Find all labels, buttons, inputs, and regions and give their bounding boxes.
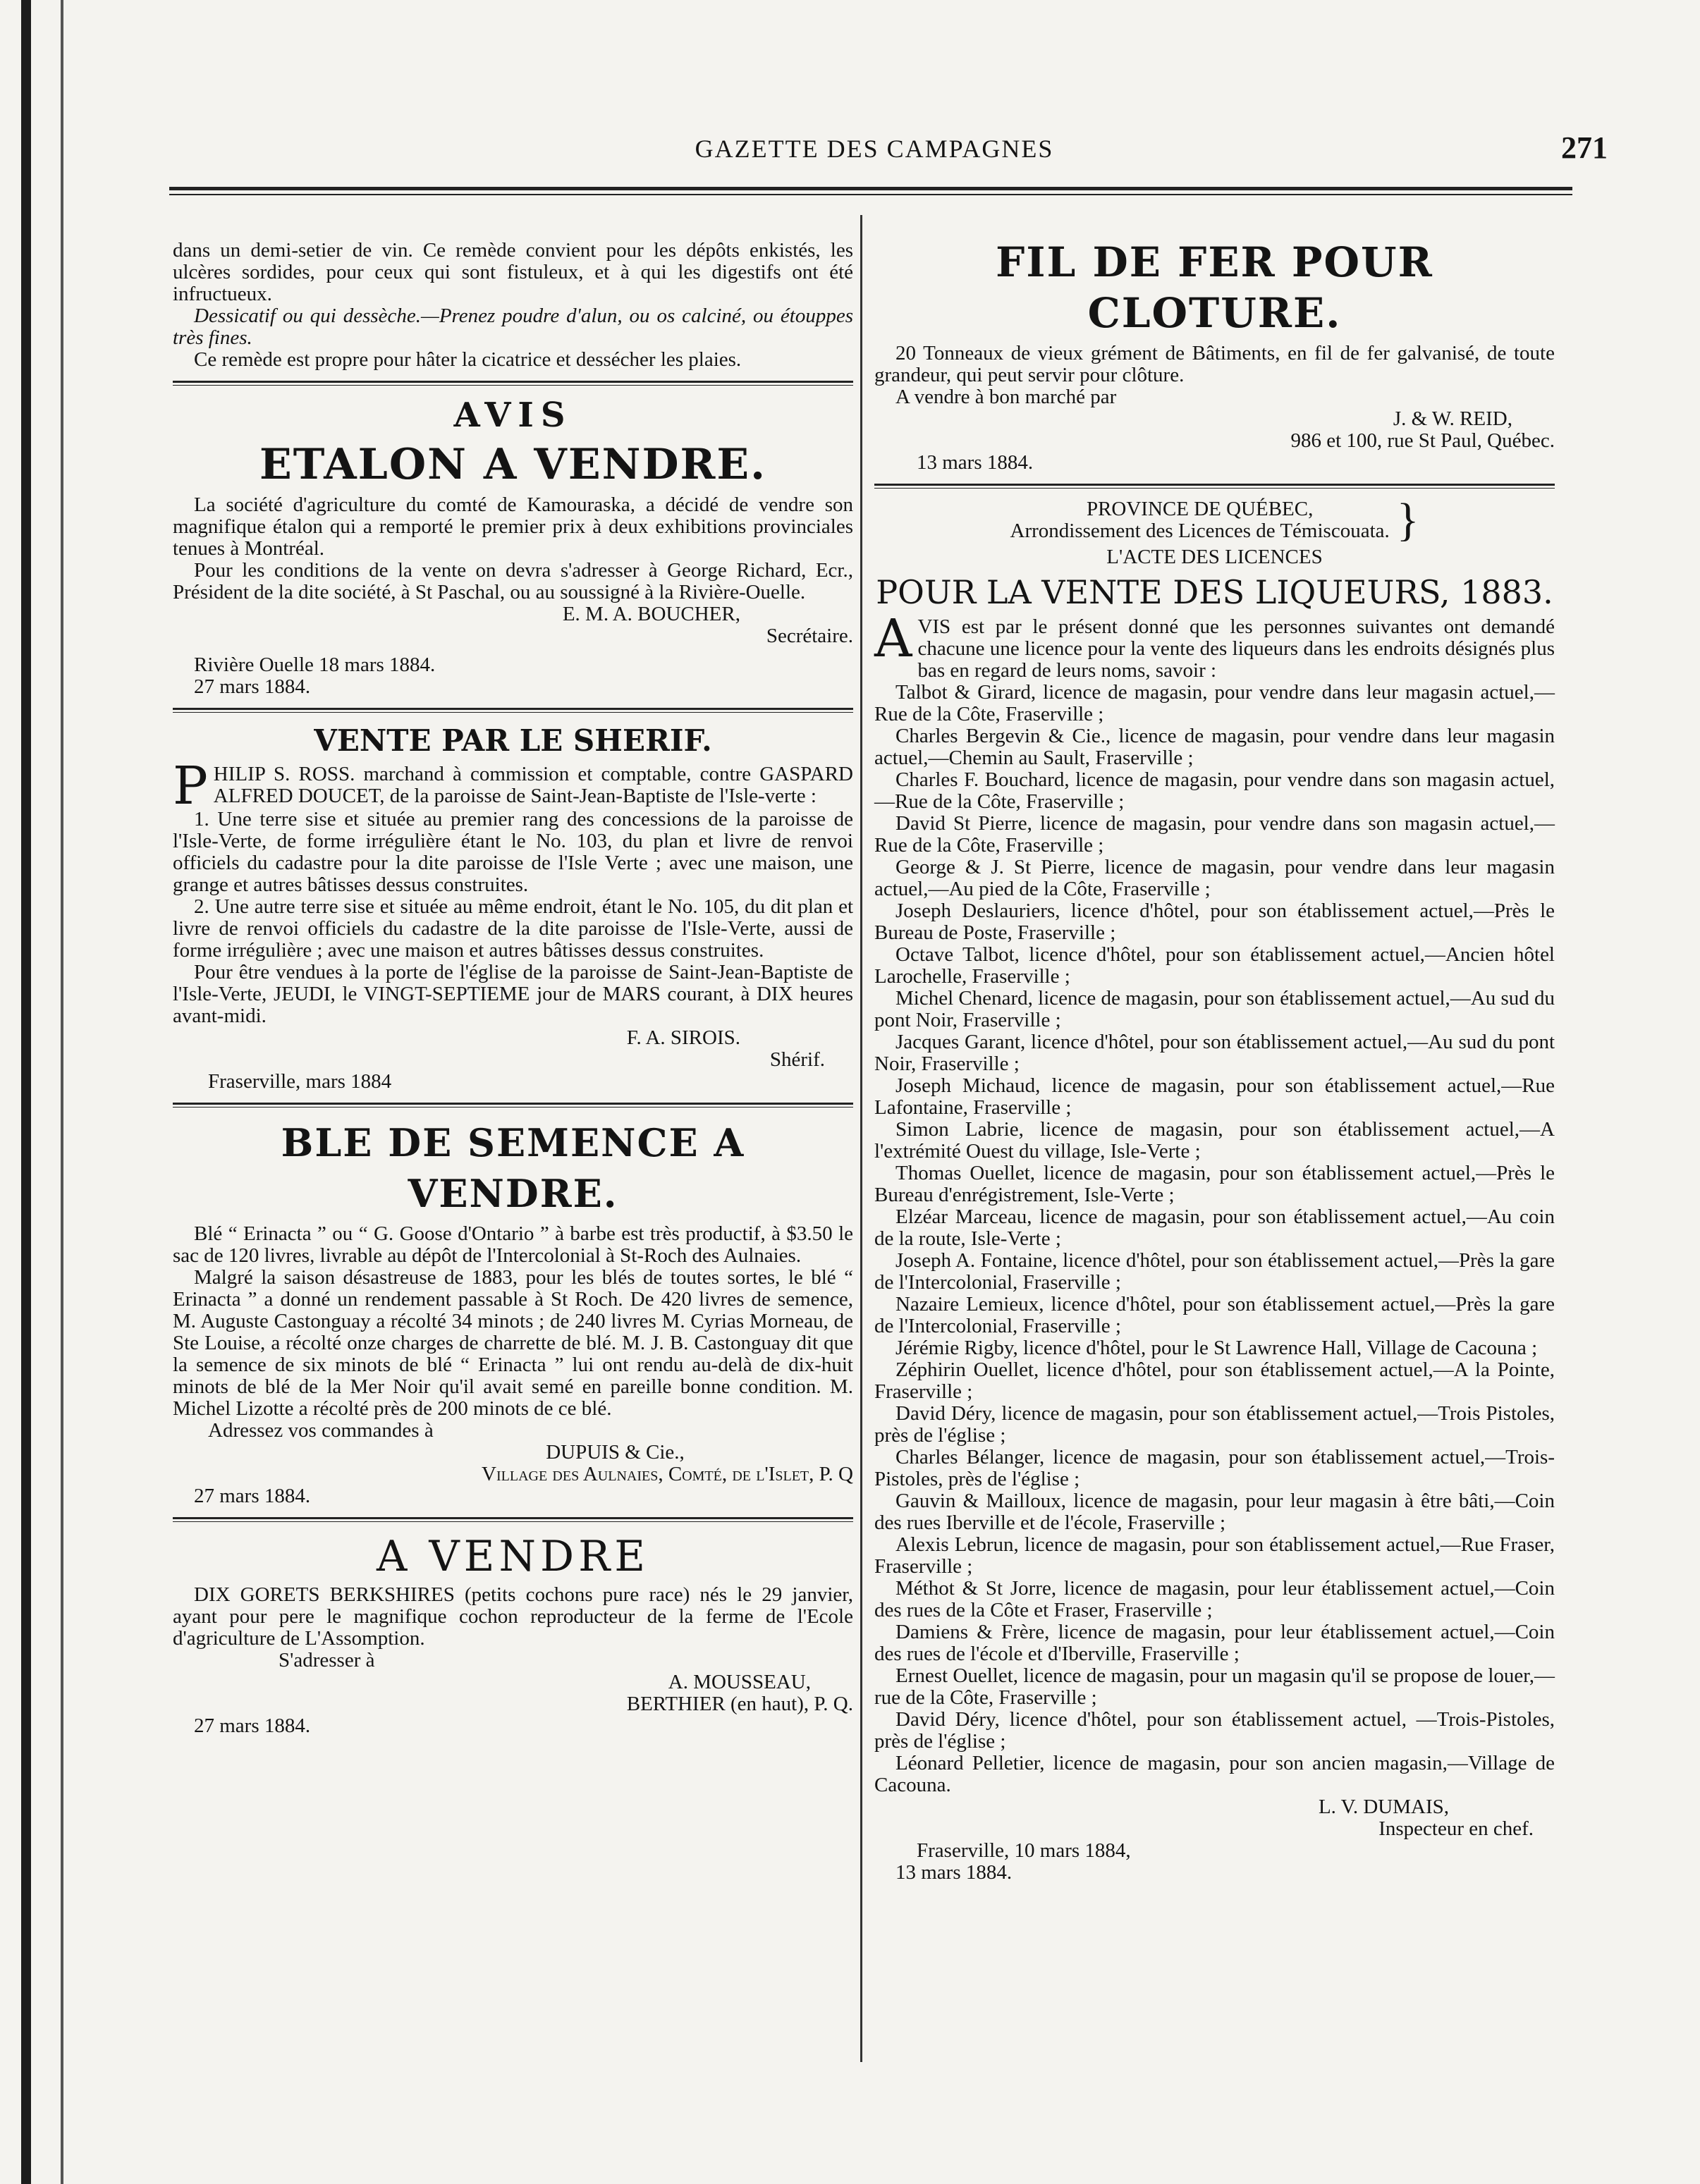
- sherif-item: 2. Une autre terre sise et située au même endroit, étant le No. 105, du dit plan et livre de renvoi officiels du cadastre de la dite paroisse de l'Isle-Verte, aussi de forme irrégulière ; avec une maison et autres bâtisses dessus construites.: [173, 895, 853, 962]
- fil-address: 986 et 100, rue St Paul, Québec.: [1290, 429, 1555, 452]
- binding-line: [61, 0, 63, 2184]
- licence-entry: Jérémie Rigby, licence d'hôtel, pour le St Lawrence Hall, Village de Cacouna ;: [895, 1337, 1538, 1359]
- licence-entry: Léonard Pelletier, licence de magasin, pour son ancien magasin,—Village de Cacouna.: [874, 1752, 1555, 1796]
- vendre-name: A. MOUSSEAU,: [668, 1671, 811, 1693]
- licence-entry: Charles Bélanger, licence de magasin, pour son établissement actuel,—Trois-Pistoles, près de l'église ;: [874, 1446, 1555, 1490]
- pub-date: 13 mars 1884.: [895, 1861, 1013, 1884]
- section-rule: [173, 1103, 853, 1108]
- licence-entry: Thomas Ouellet, licence de magasin, pour son établissement actuel,—Près le Bureau d'enrégistrement, Isle-Verte ;: [874, 1162, 1555, 1206]
- pub-date: 27 mars 1884.: [194, 1485, 311, 1507]
- running-header: [169, 130, 1608, 176]
- licence-entry: Elzéar Marceau, licence de magasin, pour son établissement actuel,—Au coin de la route, Isle-Verte ;: [874, 1206, 1555, 1250]
- section-rule: [173, 708, 853, 713]
- licence-entry: Joseph Michaud, licence de magasin, pour son établissement actuel,—Rue Lafontaine, Fraserville ;: [874, 1074, 1555, 1119]
- ble-address: Village des Aulnaies, Comté, de l'Islet, P. Q: [482, 1463, 853, 1485]
- licence-entry: David Déry, licence de magasin, pour son établissement actuel,—Trois Pistoles, près de l'église ;: [874, 1402, 1555, 1447]
- signature-name: F. A. SIROIS.: [626, 1026, 740, 1049]
- province-name: PROVINCE DE QUÉBEC,: [1086, 498, 1314, 520]
- gazette-title: GAZETTE DES CAMPAGNES: [695, 135, 1054, 163]
- vendre-body: DIX GORETS BERKSHIRES (petits cochons pure race) nés le 29 janvier, ayant pour pere le magnifique cochon reproducteur de la ferme de l'Ecole d'agriculture de L'Assomption.: [173, 1583, 853, 1650]
- licence-entry: Gauvin & Mailloux, licence de magasin, pour leur magasin à être bâti,—Coin des rues Iberville et de l'école, Fraserville ;: [874, 1490, 1555, 1534]
- district-name: Arrondissement des Licences de Témiscouata.: [1010, 520, 1390, 542]
- avis-kicker: AVIS: [453, 395, 573, 435]
- signature-title: Secrétaire.: [766, 625, 853, 647]
- licence-entry: Charles F. Bouchard, licence de magasin, pour vendre dans son magasin actuel,—Rue de la Côte, Fraserville ;: [874, 768, 1555, 813]
- fil-de-fer-section: [874, 237, 1555, 474]
- ble-body: Blé “ Erinacta ” ou “ G. Goose d'Ontario ” à barbe est très productif, à $3.50 le sac de 120 livres, livrable au dépôt de l'Intercolonial à St-Roch des Aulnaies.: [173, 1222, 853, 1267]
- pub-date: 13 mars 1884.: [917, 451, 1034, 474]
- licence-entry: Joseph A. Fontaine, licence d'hôtel, pour son établissement actuel,—Près la gare de l'Intercolonial, Fraserville ;: [874, 1249, 1555, 1294]
- vendre-title: A VENDRE: [376, 1532, 650, 1581]
- column-divider: [860, 215, 862, 2062]
- remedy-text: Dessicatif ou qui dessèche.—Prenez poudre d'alun, ou os calciné, ou étouppes très fines.: [173, 305, 853, 349]
- place-date: Rivière Ouelle 18 mars 1884.: [194, 654, 436, 676]
- section-rule: [173, 1517, 853, 1522]
- ble-body: Malgré la saison désastreuse de 1883, pour les blés de toutes sortes, le blé “ Erinacta ” a donné un rendement passable à St Roch. De 420 livres de semence, M. Auguste Castonguay a récolté 34 minots ; de 240 livres M. Cyrias Morneau, de Ste Louise, a récolté onze charges de charrette de blé. M. J. B. Castonguay dit que la semence de six minots de blé “ Erinacta ” lui ont rendu au-delà de dix-huit minots de blé de la Mer Noir qu'il avait semé en pareille bonne condition. M. Michel Lizotte a récolté près de 200 minots de ce blé.: [173, 1266, 853, 1420]
- place-date: Fraserville, 10 mars 1884,: [917, 1839, 1131, 1862]
- sherif-intro-text: HILIP S. ROSS. marchand à commission et comptable, contre GASPARD ALFRED DOUCET, de la paroisse de Saint-Jean-Baptiste de l'Isle-verte :: [213, 763, 853, 807]
- binding-edge: [21, 0, 31, 2184]
- act-heading: L'ACTE DES LICENCES: [1106, 546, 1323, 568]
- section-rule: [173, 381, 853, 386]
- licence-entry: Nazaire Lemieux, licence d'hôtel, pour son établissement actuel,—Près la gare de l'Intercolonial, Fraserville ;: [874, 1293, 1555, 1337]
- licences-section: [874, 494, 1555, 1884]
- licence-entry: Talbot & Girard, licence de magasin, pour vendre dans leur magasin actuel,—Rue de la Côte, Fraserville ;: [874, 681, 1555, 725]
- header-rule-thin: [169, 194, 1572, 195]
- signature-name: E. M. A. BOUCHER,: [562, 603, 740, 625]
- fil-sale: A vendre à bon marché par: [895, 386, 1117, 408]
- licences-intro-text: VIS est par le présent donné que les personnes suivantes ont demandé chacune une licence pour la vente des liqueurs dans les endroits désignés plus bas en regard de leurs noms, savoir :: [917, 615, 1555, 682]
- vendre-address: BERTHIER (en haut), P. Q.: [626, 1693, 853, 1715]
- licence-entry: Méthot & St Jorre, licence de magasin, pour leur établissement actuel,—Coin des rues de la Côte et Fraser, Fraserville ;: [874, 1577, 1555, 1621]
- header-rule: [169, 187, 1572, 190]
- vente-sherif-section: [173, 723, 853, 1093]
- signature-title: Inspecteur en chef.: [1378, 1817, 1534, 1840]
- licence-entry: Joseph Deslauriers, licence d'hôtel, pour son établissement actuel,—Près le Bureau de Poste, Fraserville ;: [874, 900, 1555, 944]
- licence-entry: Jacques Garant, licence d'hôtel, pour son établissement actuel,—Au sud du pont Noir, Fraserville ;: [874, 1031, 1555, 1075]
- licence-entry: Michel Chenard, licence de magasin, pour son établissement actuel,—Au sud du pont Noir, Fraserville ;: [874, 987, 1555, 1031]
- signature-title: Shérif.: [769, 1048, 825, 1071]
- ble-firm: DUPUIS & Cie.,: [546, 1441, 685, 1464]
- right-column: [874, 233, 1555, 1884]
- licence-entry: Alexis Lebrun, licence de magasin, pour son établissement actuel,—Rue Fraser, Fraserville ;: [874, 1533, 1555, 1578]
- ble-title: BLE DE SEMENCE A VENDRE.: [281, 1120, 745, 1216]
- drop-cap: A: [874, 608, 912, 669]
- page-number: 271: [1561, 130, 1608, 165]
- remedy-text: dans un demi-setier de vin. Ce remède convient pour les dépôts enkistés, les ulcères sordides, pour ceux qui sont fistuleux, et à qui les digestifs ont été infructueux.: [173, 239, 853, 305]
- licences-intro: [874, 608, 1555, 682]
- licence-entry: Damiens & Frère, licence de magasin, pour leur établissement actuel,—Coin des rues de l'école et d'Iberville, Fraserville ;: [874, 1621, 1555, 1665]
- a-vendre-section: [173, 1532, 853, 1737]
- licence-entry: David Déry, licence d'hôtel, pour son établissement actuel, —Trois-Pistoles, près de l'église ;: [874, 1708, 1555, 1753]
- sherif-title: VENTE PAR LE SHERIF.: [314, 723, 712, 758]
- licence-entry: George & J. St Pierre, licence de magasin, pour vendre dans leur magasin actuel,—Au pied de la Côte, Fraserville ;: [874, 856, 1555, 900]
- sherif-item: Pour être vendues à la porte de l'église de la paroisse de Saint-Jean-Baptiste de l'Isle-Verte, JEUDI, le VINGT-SEPTIEME jour de MARS courant, à DIX heures avant-midi.: [173, 961, 853, 1027]
- etalon-title: ETALON A VENDRE.: [259, 440, 766, 489]
- avis-etalon-section: [173, 395, 853, 698]
- remedy-text: Ce remède est propre pour hâter la cicatrice et dessécher les plaies.: [194, 348, 742, 371]
- section-rule: [874, 484, 1555, 489]
- licence-entry: Simon Labrie, licence de magasin, pour son établissement actuel,—A l'extrémité Ouest du village, Isle-Verte ;: [874, 1118, 1555, 1162]
- licence-entry: Octave Talbot, licence d'hôtel, pour son établissement actuel,—Ancien hôtel Larochelle, Fraserville ;: [874, 943, 1555, 988]
- licence-entry: Zéphirin Ouellet, licence d'hôtel, pour son établissement actuel,—A la Pointe, Fraserville ;: [874, 1358, 1555, 1403]
- licence-entry: David St Pierre, licence de magasin, pour vendre dans son magasin actuel,—Rue de la Côte, Fraserville ;: [874, 812, 1555, 857]
- ble-body: Adressez vos commandes à: [208, 1419, 434, 1442]
- brace-glyph: }: [1396, 494, 1419, 546]
- vendre-address-label: S'adresser à: [279, 1649, 375, 1671]
- drop-cap: P: [173, 756, 208, 816]
- fil-firm: J. & W. REID,: [1393, 407, 1512, 430]
- sherif-intro: [173, 756, 853, 816]
- pub-date: 27 mars 1884.: [194, 675, 311, 698]
- pub-date: 27 mars 1884.: [194, 1714, 311, 1737]
- place-date: Fraserville, mars 1884: [208, 1070, 392, 1093]
- fil-body: 20 Tonneaux de vieux grément de Bâtiments, en fil de fer galvanisé, de toute grandeur, qui peut servir pour clôture.: [874, 342, 1555, 386]
- licence-entry: Ernest Ouellet, licence de magasin, pour un magasin qu'il se propose de louer,—rue de la Côte, Fraserville ;: [874, 1664, 1555, 1709]
- province-heading: [874, 494, 1555, 546]
- etalon-body: La société d'agriculture du comté de Kamouraska, a décidé de vendre son magnifique étalon qui a remporté le premier prix à deux exhibitions provinciales tenues à Montréal.: [173, 493, 853, 560]
- left-column: [173, 240, 853, 1737]
- licences-title: POUR LA VENTE DES LIQUEURS, 1883.: [876, 573, 1553, 611]
- remedy-section: [173, 240, 853, 371]
- signature-name: L. V. DUMAIS,: [1318, 1796, 1449, 1818]
- ble-semence-section: [173, 1117, 853, 1507]
- fil-title: FIL DE FER POUR CLOTURE.: [996, 238, 1433, 337]
- licence-entries: [874, 682, 1555, 1796]
- sherif-item: 1. Une terre sise et située au premier rang des concessions de la paroisse de l'Isle-Verte, de forme irrégulière étant le No. 103, du plan et livre de renvoi officiels du cadastre pour la dite paroisse de l'Isle Verte ; avec une maison, une grange et autres bâtisses dessus construites.: [173, 808, 853, 896]
- licence-entry: Charles Bergevin & Cie., licence de magasin, pour vendre dans leur magasin actuel,—Chemin au Sault, Fraserville ;: [874, 725, 1555, 769]
- etalon-body: Pour les conditions de la vente on devra s'adresser à George Richard, Ecr., Président de la dite société, à St Paschal, ou au soussigné à la Rivière-Ouelle.: [173, 559, 853, 603]
